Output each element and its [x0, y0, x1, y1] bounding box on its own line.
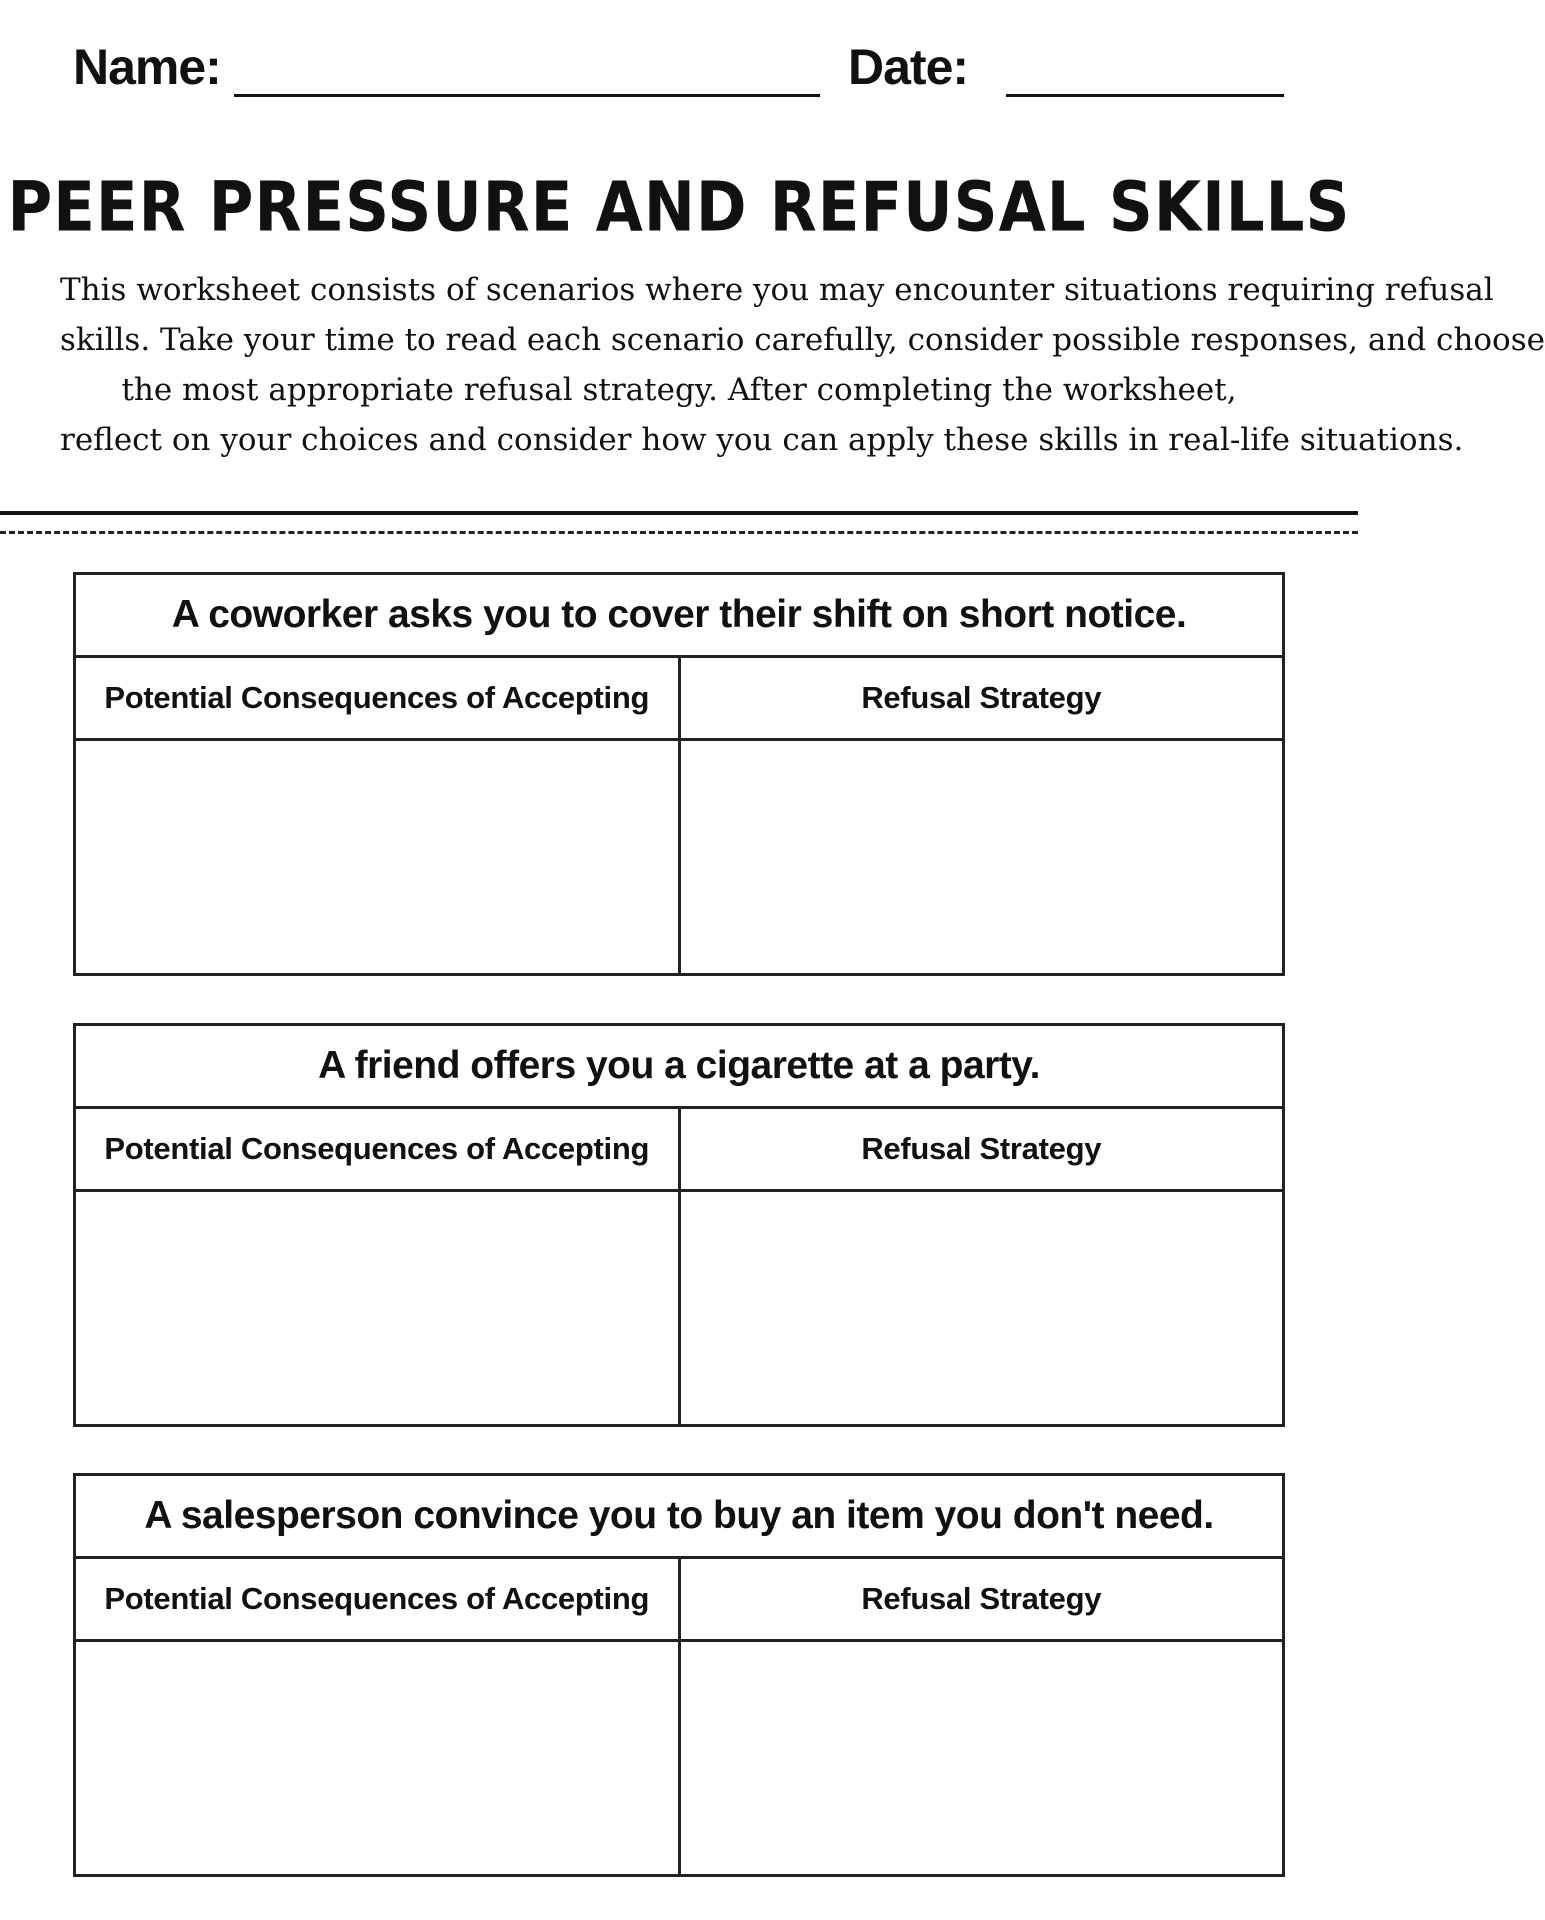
strategy-answer-box[interactable]	[681, 1192, 1283, 1424]
strategy-answer-box[interactable]	[681, 741, 1283, 973]
strategy-header: Refusal Strategy	[681, 658, 1283, 741]
strategy-column	[678, 658, 1283, 973]
scenario-table-1	[73, 572, 1285, 976]
scenario-table-2	[73, 1023, 1285, 1427]
divider-dashed	[0, 531, 1358, 534]
divider-solid	[0, 511, 1358, 515]
consequences-column	[76, 658, 678, 973]
instructions-line: skills. Take your time to read each scenario carefully, consider possible responses, and choose	[60, 322, 1545, 358]
strategy-answer-box[interactable]	[681, 1642, 1283, 1874]
consequences-answer-box[interactable]	[76, 1642, 678, 1874]
scenario-prompt: A friend offers you a cigarette at a party.	[76, 1026, 1282, 1109]
scenario-table-3	[73, 1473, 1285, 1877]
scenario-prompt: A coworker asks you to cover their shift on short notice.	[76, 575, 1282, 658]
scenario-prompt: A salesperson convince you to buy an item you don't need.	[76, 1476, 1282, 1559]
consequences-column	[76, 1559, 678, 1874]
consequences-answer-box[interactable]	[76, 741, 678, 973]
worksheet-title: PEER PRESSURE AND REFUSAL SKILLS	[7, 167, 1351, 248]
strategy-header: Refusal Strategy	[681, 1559, 1283, 1642]
strategy-column	[678, 1559, 1283, 1874]
strategy-column	[678, 1109, 1283, 1424]
date-label: Date:	[848, 39, 969, 95]
instructions-line: This worksheet consists of scenarios where you may encounter situations requiring refusal	[60, 272, 1494, 308]
name-label: Name:	[73, 39, 221, 95]
consequences-header: Potential Consequences of Accepting	[76, 1109, 678, 1192]
strategy-header: Refusal Strategy	[681, 1109, 1283, 1192]
consequences-column	[76, 1109, 678, 1424]
name-field[interactable]	[234, 94, 820, 97]
instructions-line: reflect on your choices and consider how you can apply these skills in real-life situations.	[60, 422, 1464, 458]
consequences-header: Potential Consequences of Accepting	[76, 658, 678, 741]
consequences-header: Potential Consequences of Accepting	[76, 1559, 678, 1642]
date-field[interactable]	[1006, 94, 1284, 97]
consequences-answer-box[interactable]	[76, 1192, 678, 1424]
instructions-paragraph	[60, 265, 1545, 465]
name-date-header	[0, 38, 1358, 108]
instructions-line: the most appropriate refusal strategy. After completing the worksheet,	[121, 372, 1237, 408]
